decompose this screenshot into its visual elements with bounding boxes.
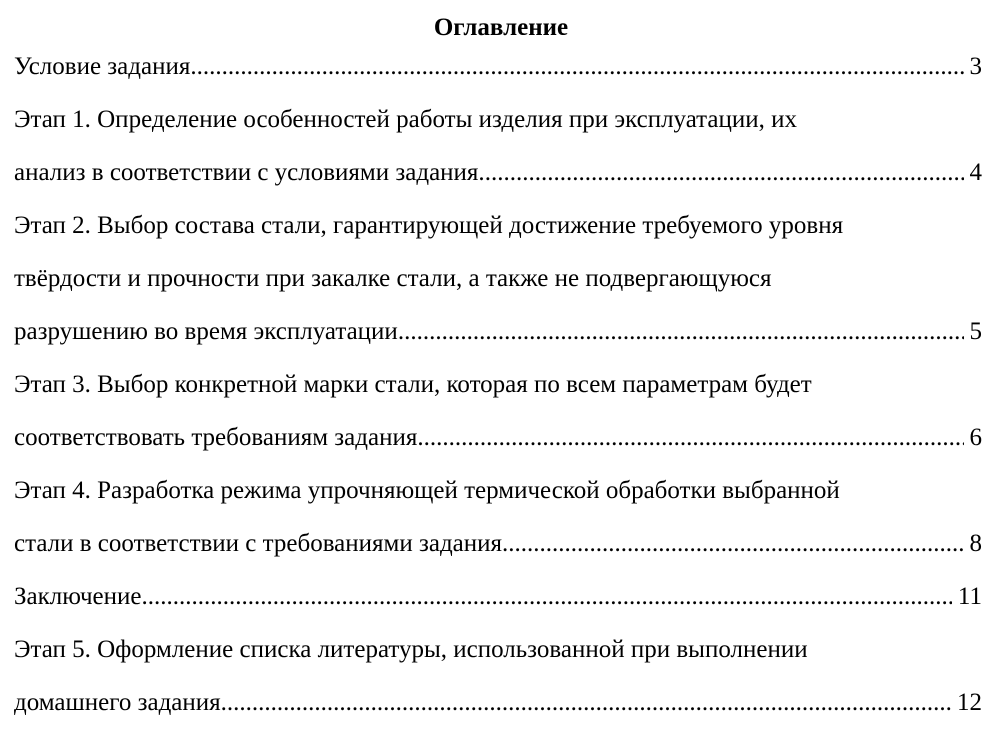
- toc-entry-text: домашнего задания.: [14, 689, 227, 716]
- toc-entry-conclusion[interactable]: [14, 570, 982, 623]
- toc-page-number: 11: [957, 583, 982, 610]
- dot-leader: [148, 570, 952, 623]
- table-of-contents: [14, 40, 982, 729]
- toc-entry-text: Этап 2. Выбор состава стали, гарантирующей достижение требуемого уровня: [14, 212, 844, 239]
- toc-entry-stage-1[interactable]: [14, 93, 982, 199]
- toc-entry-text: анализ в соответствии с условиями задания.: [14, 159, 485, 186]
- toc-entry-stage-3[interactable]: [14, 358, 982, 464]
- toc-page-number: 12: [957, 689, 982, 716]
- toc-entry-text: стали в соответствии с требованиями задания.: [14, 530, 509, 557]
- toc-entry-text: Этап 3. Выбор конкретной марки стали, которая по всем параметрам будет: [14, 371, 812, 398]
- toc-page-number: 3: [969, 53, 982, 80]
- dot-leader: [398, 305, 964, 358]
- toc-page-number: 5: [969, 318, 982, 345]
- toc-entry-text: Этап 5. Оформление списка литературы, использованной при выполнении: [14, 636, 808, 663]
- toc-entry-text: Этап 1. Определение особенностей работы изделия при эксплуатации, их: [14, 106, 798, 133]
- dot-leader: [485, 146, 964, 199]
- toc-entry-stage-5[interactable]: [14, 623, 982, 729]
- toc-entry-text: Этап 4. Разработка режима упрочняющей термической обработки выбранной: [14, 477, 840, 504]
- toc-entry-stage-2[interactable]: [14, 199, 982, 358]
- toc-entry-task-conditions[interactable]: [14, 40, 982, 93]
- toc-entry-text: Заключение.: [14, 583, 148, 610]
- dot-leader: [417, 411, 963, 464]
- toc-entry-text: соответствовать требованиям задания: [14, 424, 418, 451]
- toc-page-number: 8: [969, 530, 982, 557]
- dot-leader: [190, 40, 963, 93]
- toc-entry-text: Условие задания: [14, 53, 191, 80]
- toc-title: Оглавление: [433, 14, 569, 41]
- toc-page-number: 6: [969, 424, 982, 451]
- toc-entry-text: разрушению во время эксплуатации: [14, 318, 398, 345]
- toc-entry-text: твёрдости и прочности при закалке стали, а также не подвергающуюся: [14, 265, 772, 292]
- dot-leader: [227, 676, 951, 729]
- toc-page-number: 4: [969, 159, 982, 186]
- dot-leader: [508, 517, 963, 570]
- toc-entry-stage-4[interactable]: [14, 464, 982, 570]
